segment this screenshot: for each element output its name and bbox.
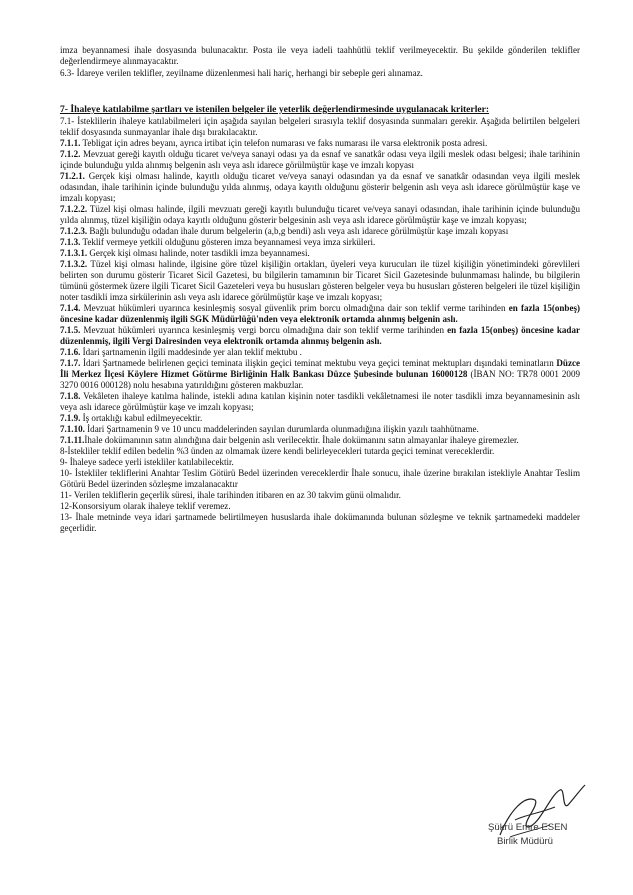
clause-text: 11- Verilen tekliflerin geçerlik süresi, ihale tarihinden itibaren en az 30 takvim günü olmalıdır.	[60, 489, 401, 500]
clause-number: 7.1.3.1.	[60, 247, 88, 258]
clause-text: İdari şartnamenin ilgili maddesinde yer alan teklif mektubu .	[80, 346, 302, 357]
clause-text: İdari Şartnamenin 9 ve 10 uncu maddelerinden sayılan durumlarda olunmadığına ilişkin yazılı taahhütname.	[84, 423, 479, 434]
clause-bold: en fazla 15(onbeş) öncesine kadar düzenlenmiş, ilgili Vergi Dairesinden veya elektronik ortamda alınmış belgenin aslı.	[60, 324, 580, 346]
clause-text: Mevzuat gereği kayıtlı olduğu ticaret ve/veya sanayi odası ya da esnaf ve sanatkâr odası veya ilgili meslek odası belgesi; ihale tarihinin içinde bulunduğu yılda alınmış belgenin aslı veya aslı idarece görülmüştür kaşe ve imzalı kopyası	[60, 148, 580, 170]
clause-item	[60, 204, 580, 226]
clause-pre: İdari Şartnamede belirlenen geçici teminata ilişkin geçici teminat mektubu veya geçici teminat mektupları dışındaki teminatların	[80, 357, 557, 368]
clause-number: 7.1.2.2.	[60, 203, 88, 214]
clause-item	[60, 468, 580, 490]
intro-paragraph-1: imza beyannamesi ihale dosyasında bulunacaktır. Posta ile veya iadeli taahhütlü teklif verilmeyecektir. Bu şekilde gönderilen teklifler değerlendirmeye alınmayacaktır.	[60, 45, 580, 67]
clause-item	[60, 259, 580, 303]
clause-number: 7.1.7.	[60, 357, 81, 368]
clause-pre: Mevzuat hükümleri uyarınca kesinleşmiş vergi borcu olmadığına dair son teklif verme tarihinden	[80, 324, 448, 335]
clause-post: (İBAN NO: TR78 0001 2009 3270 0016 000128) nolu hesabına yatırıldığını gösteren makbuzlar.	[60, 368, 580, 390]
intro-paragraph-2: 6.3- İdareye verilen teklifler, zeyilname düzenlenmesi hali hariç, herhangi bir sebeple geri alınamaz.	[60, 67, 423, 78]
clause-number: 7.1.1.	[60, 137, 81, 148]
clause-text: Tüzel kişi olması halinde, ilgisine göre tüzel kişiliğin ortakları, üyeleri veya kurucuları ile tüzel kişiliğin yönetimindeki görevlileri belirten son durumu gösterir Ticaret Sicil Gazetesi, bu bilgilerin tamamının bir Ticaret Sicil Gazetesinde bulunmaması halinde, bu bilgilerin tümünü göstermek üzere ilgili Ticaret Sicil Gazeteleri veya bu hususları gösteren belgeler veya bu hususları gösteren belgeleri ile tüzel kişiliğin noter tasdikli imza sirkülerinin aslı veya aslı idarece görülmüştür kaşe ve imzalı kopyası;	[60, 258, 580, 302]
clause-text: Gerçek kişi olması halinde, kayıtlı olduğu ticaret ve/veya sanayi odasından ya da esnaf ve sanatkâr odasından veya ilgili meslek odasından, ihale tarihinin içinde bulunduğu yılda alınmış, odaya kayıtlı olduğunu gösterir belgenin aslı veya aslı idarece görülmüştür kaşe ve imzalı kopyası;	[60, 170, 580, 203]
clause-item	[60, 138, 580, 149]
signatory-name: Şükrü Emre ESEN	[488, 822, 568, 833]
clause-item	[60, 457, 580, 468]
clause-number: 71.2.1.	[60, 170, 85, 181]
clause-item	[60, 237, 580, 248]
clause-item	[60, 424, 580, 435]
clause-item	[60, 358, 580, 391]
clause-text: 13- İhale metninde veya idari şartnamede belirtilmeyen hususlarda ihale dokümanında bulunan sözleşme ve teknik şartnamedeki maddeler geçerlidir.	[60, 511, 580, 533]
clause-item	[60, 512, 580, 534]
clause-item	[60, 325, 580, 347]
intro-section	[60, 45, 580, 79]
clause-text: Vekâleten ihaleye katılma halinde, istekli adına katılan kişinin noter tasdikli vekâletnamesi ile noter tasdikli imza beyannamesinin aslı veya aslı idarece görülmüştür kaşe ve imzalı kopyası;	[60, 390, 580, 412]
clause-text: İş ortaklığı kabul edilmeyecektir.	[80, 412, 203, 423]
clause-item	[60, 446, 580, 457]
clause-item	[60, 149, 580, 171]
clause-text: Tebligat için adres beyanı, ayrıca irtibat için telefon numarası ve faks numarası ile varsa elektronik posta adresi.	[80, 137, 488, 148]
clause-number: 7.1.5.	[60, 324, 81, 335]
clause-item	[60, 116, 580, 138]
clause-text: Gerçek kişi olması halinde, noter tasdikli imza beyannamesi.	[87, 247, 310, 258]
clause-text: Bağlı bulunduğu odadan ihale durum belgelerin (a,b,g bendi) aslı veya aslı idarece görülmüştür kaşe imzalı kopyası	[87, 225, 509, 236]
clause-text: Teklif vermeye yetkili olduğunu gösteren imza beyannamesi veya imza sirküleri.	[80, 236, 376, 247]
clause-text: 8-İstekliler teklif edilen bedelin %3 ünden az olmamak üzere kendi belirleyecekleri tutarda geçici teminat vereceklerdir.	[60, 445, 495, 456]
clause-number: 7.1.3.2.	[60, 258, 88, 269]
clause-item	[60, 248, 580, 259]
clause-number: 7.1.2.	[60, 148, 81, 159]
clause-item	[60, 347, 580, 358]
clause-number: 7.1.4.	[60, 302, 81, 313]
section-7-heading: 7- İhaleye katılabilme şartları ve istenilen belgeler ile yeterlik değerlendirmesinde uygulanacak kriterler:	[60, 104, 490, 115]
clause-number: 7.1.8.	[60, 390, 81, 401]
clause-number: 7.1.9.	[60, 412, 81, 423]
clause-text: 9- İhaleye sadece yerli istekliler katılabilecektir.	[60, 456, 234, 467]
clause-item	[60, 391, 580, 413]
clause-text: İhale dokümanının satın alındığına dair belgenin aslı verilecektir. İhale dokümanını satın almayanlar ihaleye giremezler.	[84, 434, 519, 445]
clause-number: 7.1.11.	[60, 434, 85, 445]
clause-bold: en fazla 15(onbeş) öncesine kadar düzenlenmiş ilgili SGK Müdürlüğü'nden veya elektronik ortamda alınmış belgenin aslı.	[60, 302, 580, 324]
clause-number: 7.1.2.3.	[60, 225, 88, 236]
clause-pre: Mevzuat hükümleri uyarınca kesinleşmiş sosyal güvenlik prim borcu olmadığına dair son teklif verme tarihinden	[80, 302, 509, 313]
clause-item	[60, 435, 580, 446]
clause-text: 10- İstekliler tekliflerini Anahtar Teslim Götürü Bedel üzerinden vereceklerdir İhale sonucu, ihale üzerine bırakılan istekliyle Anahtar Teslim Götürü Bedel üzerinden sözleşme imzalanacaktır	[60, 467, 580, 489]
section-7-items	[60, 116, 580, 534]
clause-item	[60, 413, 580, 424]
clause-number: 7.1.3.	[60, 236, 81, 247]
section-7	[60, 104, 580, 534]
clause-number: 7.1.10.	[60, 423, 85, 434]
clause-item	[60, 226, 580, 237]
clause-number: 7.1.6.	[60, 346, 81, 357]
clause-text: 12-Konsorsiyum olarak ihaleye teklif veremez.	[60, 500, 231, 511]
clause-item	[60, 303, 580, 325]
signature-scribble	[480, 775, 590, 845]
clause-bold: Düzce İli Merkez İlçesi Köylere Hizmet Götürme Birliğinin Halk Bankası Düzce Şubesinde bulunan 16000128	[60, 357, 580, 379]
clause-item	[60, 171, 580, 204]
clause-item	[60, 501, 580, 512]
signatory-title: Birlik Müdürü	[497, 836, 553, 847]
clause-text: 7.1- İsteklilerin ihaleye katılabilmeleri için aşağıda sayılan belgeleri sırasıyla teklif dosyasında sunmaları gerekir. Aşağıda belirtilen belgeleri teklif dosyasında sunmayanlar ihale dışı bırakılacaktır.	[60, 115, 580, 137]
clause-item	[60, 490, 580, 501]
clause-text: Tüzel kişi olması halinde, ilgili mevzuatı gereği kayıtlı bulunduğu ticaret ve/veya sanayi odasından, ihale tarihinin içinde bulunduğu yılda alınmış, tüzel kişiliğin odaya kayıtlı olduğunu gösterir belgesinin aslı veya aslı idarece görülmüştür kaşe ve imzalı kopyası;	[60, 203, 580, 225]
